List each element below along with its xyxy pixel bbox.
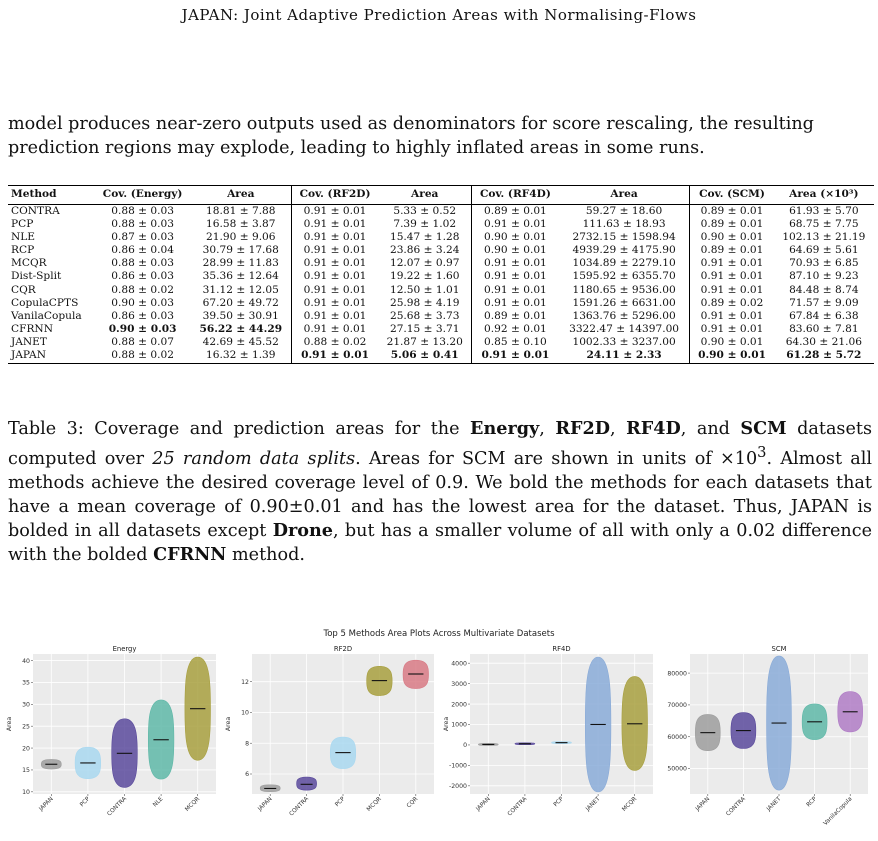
value-cell: 61.93 ± 5.70 (789, 205, 859, 217)
x-tick-label: JAPAN (475, 796, 492, 813)
y-tick-label: 1000 (451, 721, 467, 729)
y-tick-label: 60000 (667, 733, 687, 741)
value-cell: 19.22 ± 1.60 (389, 270, 460, 283)
value-cell: 111.63 ± 18.93 (582, 218, 666, 231)
value-cell: 1595.92 ± 6355.70 (572, 270, 676, 283)
value-cell: 0.90 ± 0.01 (472, 231, 559, 244)
value-cell: 0.91 ± 0.01 (291, 323, 378, 336)
value-cell: 0.86 ± 0.03 (111, 309, 175, 322)
value-cell: 5.06 ± 0.41 (378, 349, 471, 364)
panel-title: RF2D (333, 645, 353, 653)
value-cell: 7.39 ± 1.02 (393, 218, 457, 231)
method-cell: PCP (11, 218, 34, 231)
value-cell: 0.91 ± 0.01 (472, 284, 559, 297)
y-tick-label: 40 (22, 657, 30, 665)
value-cell: 0.91 ± 0.01 (291, 297, 378, 310)
value-cell: 31.12 ± 12.05 (202, 283, 279, 296)
value-cell: 0.90 ± 0.01 (472, 244, 559, 257)
value-cell: 68.75 ± 7.75 (789, 218, 859, 231)
value-cell: 0.91 ± 0.01 (690, 323, 774, 336)
x-tick-label: JAPAN (257, 796, 274, 813)
col-header: Method (8, 186, 94, 205)
table-row (8, 323, 874, 336)
value-cell: 5.33 ± 0.52 (393, 205, 457, 217)
col-header: Area (378, 186, 471, 205)
table-row (8, 349, 874, 364)
method-cell: RCP (11, 244, 35, 257)
x-tick-label: JANET (585, 796, 602, 813)
chart-panel-rf2d (225, 645, 434, 818)
x-tick-label: JAPAN (694, 796, 712, 813)
table-row (8, 270, 874, 283)
y-tick-label: 50000 (667, 765, 687, 773)
value-cell: 0.89 ± 0.01 (472, 205, 559, 219)
table-row (8, 218, 874, 231)
value-cell: 1363.76 ± 5296.00 (572, 309, 676, 322)
value-cell: 0.88 ± 0.07 (111, 335, 175, 348)
table-row (8, 257, 874, 270)
value-cell: 24.11 ± 2.33 (559, 349, 690, 364)
value-cell: 0.91 ± 0.01 (291, 231, 378, 244)
value-cell: 0.87 ± 0.03 (111, 231, 175, 244)
value-cell: 2732.15 ± 1598.94 (572, 231, 676, 244)
value-cell: 12.50 ± 1.01 (389, 283, 460, 296)
figure-suptitle: Top 5 Methods Area Plots Across Multivariate Datasets (323, 629, 555, 639)
x-tick-label: NLE (152, 796, 165, 809)
value-cell: 0.91 ± 0.01 (472, 270, 559, 283)
value-cell: 16.58 ± 3.87 (206, 218, 276, 231)
y-axis-label: Area (443, 716, 450, 732)
value-cell: 1591.26 ± 6631.00 (572, 296, 676, 309)
panel-title: RF4D (552, 645, 571, 653)
method-cell: MCQR (11, 257, 47, 270)
value-cell: 0.89 ± 0.01 (472, 310, 559, 323)
value-cell: 0.89 ± 0.01 (690, 218, 774, 231)
intro-paragraph: model produces near-zero outputs used as denominators for score rescaling, the resulting prediction regions may explode, leading to highly inflated areas in some runs. (8, 114, 814, 158)
col-header: Area (559, 186, 690, 205)
method-cell: JANET (11, 335, 47, 348)
method-cell: Dist-Split (11, 270, 62, 283)
y-tick-label: 8 (245, 740, 249, 748)
x-tick-label: MCQR (621, 796, 639, 813)
value-cell: 71.57 ± 9.09 (789, 296, 859, 309)
value-cell: 1034.89 ± 2279.10 (572, 257, 676, 270)
value-cell: 0.91 ± 0.01 (690, 310, 774, 323)
value-cell: 0.89 ± 0.01 (690, 205, 774, 219)
y-tick-label: 15 (22, 767, 30, 775)
value-cell: 0.86 ± 0.03 (111, 270, 175, 283)
x-tick-label: RCP (805, 796, 819, 809)
value-cell: 0.91 ± 0.01 (690, 284, 774, 297)
method-cell: NLE (11, 231, 36, 244)
value-cell: 25.68 ± 3.73 (389, 309, 460, 322)
col-header: Area (×10³) (774, 186, 874, 205)
method-cell: CONTRA (11, 205, 60, 217)
value-cell: 0.91 ± 0.01 (472, 349, 559, 364)
table-header-row (8, 186, 874, 205)
value-cell: 0.89 ± 0.02 (690, 297, 774, 310)
value-cell: 0.91 ± 0.01 (291, 270, 378, 283)
col-header: Cov. (Energy) (94, 186, 190, 205)
table-caption: Table 3: Coverage and prediction areas for the Energy, RF2D, RF4D, and SCM datasets computed over 25 random data splits. Areas for SCM are shown in units of $\times 10^3$. Almost all methods achieve the desired coverage level of 0.9. We bold the methods for each datasets that have a mean coverage of 0.90±0.01 and has the lowest area for the dataset. Thus, JAPAN is bolded in all datasets except Drone, but has a smaller volume of all with only a 0.02 difference with the bolded CFRNN method. (8, 418, 873, 565)
value-cell: 23.86 ± 3.24 (389, 244, 460, 257)
value-cell: 0.88 ± 0.02 (111, 283, 175, 296)
y-tick-label: 4000 (451, 660, 467, 668)
x-tick-label: CQR (406, 796, 420, 810)
value-cell: 0.88 ± 0.03 (111, 205, 175, 217)
value-cell: 4939.29 ± 4175.90 (572, 244, 676, 257)
value-cell: 42.69 ± 45.52 (202, 335, 279, 348)
value-cell: 0.89 ± 0.01 (690, 244, 774, 257)
value-cell: 0.91 ± 0.01 (472, 297, 559, 310)
value-cell: 28.99 ± 11.83 (202, 257, 279, 270)
y-tick-label: 35 (22, 679, 30, 687)
table-row (8, 297, 874, 310)
value-cell: 87.10 ± 9.23 (789, 270, 859, 283)
value-cell: 67.84 ± 6.38 (789, 309, 859, 322)
col-header: Cov. (SCM) (690, 186, 774, 205)
y-tick-label: 12 (241, 678, 249, 686)
chart-panel-rf4d (443, 645, 653, 818)
value-cell: 3322.47 ± 14397.00 (569, 322, 680, 335)
value-cell: 0.88 ± 0.03 (111, 218, 175, 231)
value-cell: 0.88 ± 0.02 (94, 349, 190, 364)
x-tick-label: CONTRA (106, 796, 128, 818)
table-row (8, 336, 874, 349)
table-row (8, 310, 874, 323)
value-cell: 1002.33 ± 3237.00 (572, 335, 676, 348)
y-axis-label: Area (225, 716, 232, 732)
x-tick-label: JANET (766, 796, 783, 813)
value-cell: 35.36 ± 12.64 (202, 270, 279, 283)
col-header: Cov. (RF2D) (291, 186, 378, 205)
x-tick-label: VanilaCopula (822, 796, 854, 828)
value-cell: 0.91 ± 0.01 (472, 257, 559, 270)
value-cell: 0.90 ± 0.01 (690, 336, 774, 349)
value-cell: 84.48 ± 8.74 (789, 283, 859, 296)
value-cell: 0.90 ± 0.03 (108, 322, 177, 335)
x-tick-label: PCP (334, 796, 347, 809)
value-cell: 64.30 ± 21.06 (785, 335, 862, 348)
value-cell: 0.91 ± 0.01 (291, 349, 378, 364)
y-tick-label: 80000 (667, 670, 687, 678)
y-tick-label: 6 (245, 771, 249, 779)
value-cell: 39.50 ± 30.91 (202, 309, 279, 322)
x-tick-label: PCP (552, 796, 565, 809)
y-tick-label: -2000 (449, 783, 467, 791)
value-cell: 18.81 ± 7.88 (206, 205, 276, 217)
col-header: Cov. (RF4D) (472, 186, 559, 205)
value-cell: 59.27 ± 18.60 (585, 205, 663, 217)
x-tick-label: JAPAN (38, 796, 55, 813)
value-cell: 16.32 ± 1.39 (191, 349, 291, 364)
running-head: JAPAN: Joint Adaptive Prediction Areas with Normalising-Flows (181, 6, 697, 24)
violin-contra (297, 777, 317, 790)
method-cell: JAPAN (8, 349, 94, 364)
chart-panel-energy (6, 645, 216, 818)
table-row (8, 205, 874, 219)
value-cell: 0.91 ± 0.01 (472, 218, 559, 231)
value-cell: 15.47 ± 1.28 (389, 231, 460, 244)
value-cell: 61.28 ± 5.72 (774, 349, 874, 364)
value-cell: 70.93 ± 6.85 (789, 257, 859, 270)
value-cell: 0.91 ± 0.01 (291, 244, 378, 257)
col-header: Area (191, 186, 291, 205)
value-cell: 0.85 ± 0.10 (472, 336, 559, 349)
x-tick-label: MCQR (366, 796, 383, 813)
value-cell: 25.98 ± 4.19 (389, 296, 460, 309)
x-tick-label: CONTRA (506, 796, 529, 818)
chart-panel-scm (667, 645, 868, 827)
value-cell: 0.88 ± 0.03 (111, 257, 175, 270)
value-cell: 67.20 ± 49.72 (202, 296, 279, 309)
value-cell: 0.91 ± 0.01 (291, 218, 378, 231)
value-cell: 83.60 ± 7.81 (789, 322, 859, 335)
table-row (8, 244, 874, 257)
value-cell: 0.91 ± 0.01 (291, 205, 378, 219)
method-cell: CopulaCPTS (11, 296, 79, 309)
y-tick-label: 30 (22, 701, 30, 709)
value-cell: 0.92 ± 0.01 (472, 323, 559, 336)
table-body (8, 205, 874, 364)
table-row (8, 231, 874, 244)
y-axis-label: Area (6, 716, 13, 732)
value-cell: 0.91 ± 0.01 (690, 257, 774, 270)
value-cell: 64.69 ± 5.61 (789, 244, 859, 257)
method-cell: VanilaCopula (11, 309, 82, 322)
method-cell: CQR (11, 283, 36, 296)
value-cell: 1180.65 ± 9536.00 (572, 283, 676, 296)
y-tick-label: 2000 (451, 701, 467, 709)
chart-panels (6, 645, 868, 827)
value-cell: 56.22 ± 44.29 (199, 322, 283, 335)
y-tick-label: 25 (22, 723, 30, 731)
y-tick-label: 3000 (451, 680, 467, 688)
panel-title: Energy (112, 645, 137, 653)
value-cell: 27.15 ± 3.71 (389, 322, 460, 335)
value-cell: 0.90 ± 0.03 (111, 296, 175, 309)
value-cell: 0.91 ± 0.01 (291, 284, 378, 297)
y-tick-label: 10 (241, 709, 249, 717)
value-cell: 0.91 ± 0.01 (291, 310, 378, 323)
y-tick-label: 10 (22, 789, 30, 797)
panel-title: SCM (771, 645, 787, 653)
y-tick-label: -1000 (449, 762, 467, 770)
value-cell: 0.90 ± 0.01 (690, 231, 774, 244)
results-table (8, 185, 874, 364)
violin-figure (0, 622, 878, 841)
value-cell: 0.88 ± 0.02 (291, 336, 378, 349)
value-cell: 21.87 ± 13.20 (386, 335, 463, 348)
value-cell: 0.86 ± 0.04 (111, 244, 175, 257)
value-cell: 0.91 ± 0.01 (291, 257, 378, 270)
value-cell: 21.90 ± 9.06 (206, 231, 276, 244)
value-cell: 102.13 ± 21.19 (782, 231, 866, 244)
table-row (8, 284, 874, 297)
x-tick-label: CONTRA (288, 796, 311, 818)
y-tick-label: 0 (463, 742, 467, 750)
y-tick-label: 70000 (667, 702, 687, 710)
value-cell: 0.91 ± 0.01 (690, 270, 774, 283)
value-cell: 30.79 ± 17.68 (202, 244, 279, 257)
value-cell: 0.90 ± 0.01 (690, 349, 774, 364)
x-tick-label: MCQR (184, 796, 202, 813)
method-cell: CFRNN (11, 322, 53, 335)
y-tick-label: 20 (22, 745, 30, 753)
value-cell: 12.07 ± 0.97 (389, 257, 460, 270)
x-tick-label: PCP (79, 796, 92, 809)
x-tick-label: CONTRA (725, 796, 747, 818)
